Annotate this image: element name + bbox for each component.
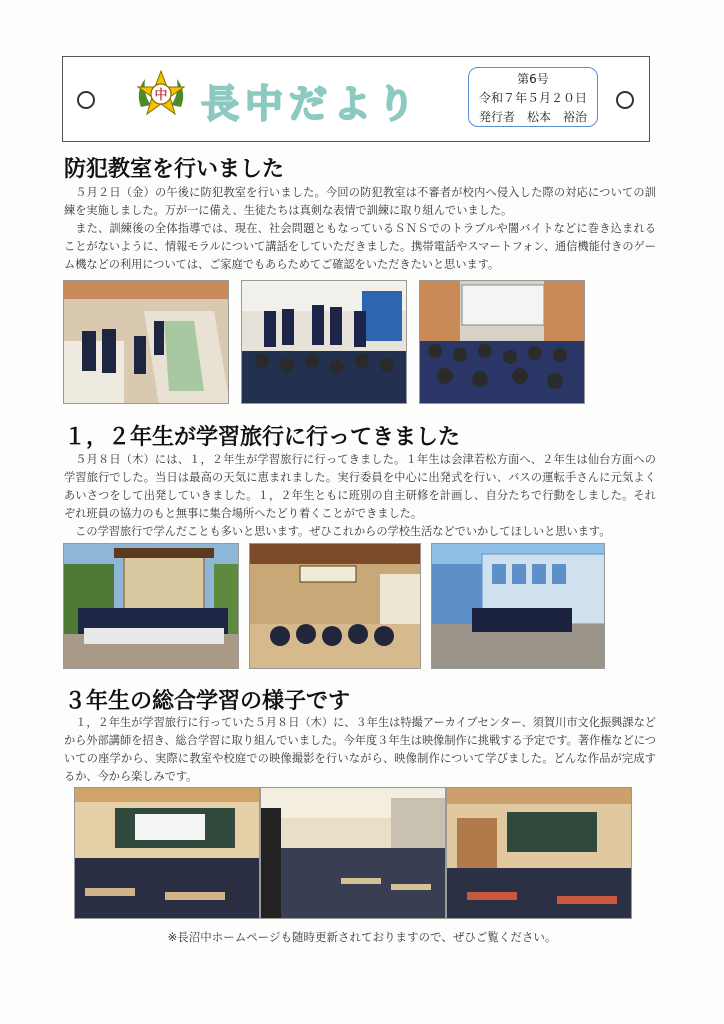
photo-study-classroom-1 (74, 787, 260, 919)
newsletter-header (62, 56, 650, 142)
section2-paragraph-1: ５月８日（木）には、１，２年生が学習旅行に行ってきました。１年生は会津若松方面へ、２年生は仙台方面への学習旅行でした。当日は最高の天気に恵まれました。実行委員を中心に出発式を行い、バスの運転手さんに元気よくあいさつをして出発していきました。１，２年生ともに班別の自主研修を計画し、自分たちで行動をしました。それぞれ班員の協力のもと無事に集合場所へたどり着くことができました。 (64, 453, 656, 520)
photo-crime-drill-gym (241, 280, 407, 404)
photo-study-classroom-2 (260, 787, 446, 919)
photo-trip-dojo (249, 543, 421, 669)
photo-trip-group-shrine (63, 543, 239, 669)
issue-date: 令和７年５月２０日 (478, 91, 587, 105)
section1-paragraph-1: ５月２日（金）の午後に防犯教室を行いました。今回の防犯教室は不審者が校内へ侵入した際の対応についての訓練を実施しました。万が一に備え、生徒たちは真剣な表情で訓練に取り組んでいました。 (64, 186, 656, 217)
section1-paragraph-2: また、訓練後の全体指導では、現在、社会問題ともなっているＳＮＳでのトラブルや闇バイトなどに巻き込まれることがないように、情報モラルについて講話をしていただきました。携帯電話やスマートフォン、通信機能付きのゲーム機などの利用については、ご家庭でもあらためてご確認をいただきたいと思います。 (64, 222, 656, 271)
section-heading-school-trip: １，２年生が学習旅行に行ってきました (64, 425, 461, 450)
binder-ring-left (77, 91, 95, 109)
photo-crime-lecture (419, 280, 585, 404)
section-heading-integrated-study: ３年生の総合学習の様子です (64, 689, 351, 714)
photo-crime-drill-stairs (63, 280, 229, 404)
issue-info (468, 67, 598, 127)
photo-trip-departure (431, 543, 605, 669)
section3-paragraph-1: １，２年生が学習旅行に行っていた５月８日（木）に、３年生は特撮アーカイブセンター、須賀川市文化振興課などから外部講師を招き、総合学習に取り組んでいました。今年度３年生は映像制作に挑戦する予定です。著作権などについての座学から、実際に教室や校庭での映像撮影を行いながら、映像制作について学びました。どんな作品が完成するか、今から楽しみです。 (64, 716, 656, 783)
publisher: 発行者 松本 裕治 (478, 110, 587, 124)
school-emblem (131, 67, 191, 127)
newsletter-title: 長中だより (201, 82, 422, 126)
emblem-char: 中 (154, 88, 168, 103)
binder-ring-right (616, 91, 634, 109)
section-heading-crime-prevention: 防犯教室を行いました (64, 157, 285, 182)
section2-paragraph-2: この学習旅行で学んだことも多いと思います。ぜひこれからの学校生活などでいかしてほしいと思います。 (75, 525, 611, 538)
issue-number: 第6号 (517, 72, 549, 86)
photo-study-classroom-3 (446, 787, 632, 919)
footer-note: ※長沼中ホームページも随時更新されておりますので、ぜひご覧ください。 (167, 930, 557, 944)
